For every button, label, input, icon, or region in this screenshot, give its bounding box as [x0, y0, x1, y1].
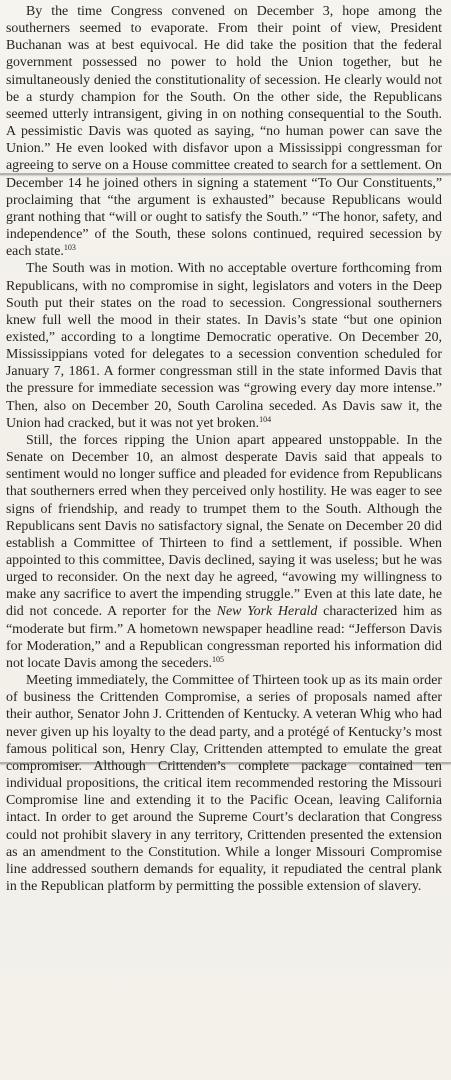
paragraph-1 — [6, 3, 442, 260]
paragraph-3-text-a: Still, the forces ripping the Union apart appeared unstoppable. In the Senate on December 10, an almost desperate Davis said that appeals to sentiment would no longer suffice and pleaded for evidence from Republicans that southerners erred when they perceived only hostility. He was eager to see signs of friendship, and ready to trumpet them to the South. Although the Republicans sent Davis no satisfactory signal, the Senate on December 20 did establish a Committee of Thirteen to find a settlement, if possible. When appointed to this committee, Davis declined, saying it was useless; but he was urged to reconsider. On the next day he agreed, “avowing my willingness to make any sacrifice to avert the impending struggle.” Even at this late date, he did not concede. A reporter for the — [6, 432, 442, 620]
paragraph-3-text-b: characterized him as “moderate but firm.” A hometown newspaper headline read: “Jefferson Davis for Moderation,” and a Republican congressman reported his information did not locate Davis among the seceders. — [6, 604, 442, 671]
page-fold-line — [0, 173, 451, 175]
footnote-103: 103 — [63, 243, 76, 253]
paragraph-4-text: Meeting immediately, the Committee of Thirteen took up as its main order of business the Crittenden Compromise, a series of proposals named after their author, Senator John J. Crittenden of Kentucky. A veteran Whig who had never given up his loyalty to the dead party, and a protégé of Kentucky’s most famous political son, Henry Clay, Crittenden attempted to emulate the great compromiser. Although Crittenden’s complete package contained ten individual propositions, the critical item recommended restoring the Missouri Compromise line and extending it to the Pacific Ocean, leaving California intact. In order to get around the Supreme Court’s declaration that Congress could not prohibit slavery in any territory, Crittenden presented the extension as an amendment to the Constitution. While a longer Missouri Compromise line addressed southern demands for equality, it repudiated the central plank in the Republican platform by permitting the possible extension of slavery. — [6, 673, 442, 894]
paragraph-4 — [6, 672, 442, 895]
paragraph-2 — [6, 260, 442, 432]
paragraph-2-text: The South was in motion. With no acceptable overture forthcoming from Republicans, with no compromise in sight, legislators and voters in the Deep South put their states on the road to secession. Congressional southerners knew full well the mood in their states. In Davis’s state “but one opinion existed,” according to a longtime Democratic operative. On December 20, Mississippians voted for delegates to a secession convention scheduled for January 7, 1861. A former congressman still in the state informed Davis that the pressure for immediate secession was “growing every day more intense.” Then, also on December 20, South Carolina seceded. As Davis saw it, the Union had cracked, but it was not yet broken. — [6, 261, 442, 431]
paragraph-3 — [6, 432, 442, 672]
paragraph-1-text: By the time Congress convened on December 3, hope among the southerners seemed to evaporate. From their point of view, President Buchanan was at best equivocal. He did take the position that the federal government possessed no power to hold the Union together, but he simultaneously denied the constitutionality of secession. He clearly would not be a sturdy champion for the South. On the other side, the Republicans seemed utterly intransigent, giving in on nothing consequential to the South. A pessimistic Davis was quoted as saying, “no human power can save the Union.” He even looked with disfavor upon a Mississippi congressman for agreeing to serve on a House committee created to search for a settlement. On December 14 he joined others in signing a statement “To Our Constituents,” proclaiming that “the argument is exhausted” because Republicans would grant nothing that “will or ought to satisfy the South.” “The honor, safety, and independence” of the South, these solons continued, required secession by each state. — [6, 4, 442, 260]
page-fold-line — [0, 762, 451, 764]
footnote-105: 105 — [211, 654, 224, 664]
newspaper-title: New York Herald — [216, 604, 318, 620]
footnote-104: 104 — [259, 414, 272, 424]
